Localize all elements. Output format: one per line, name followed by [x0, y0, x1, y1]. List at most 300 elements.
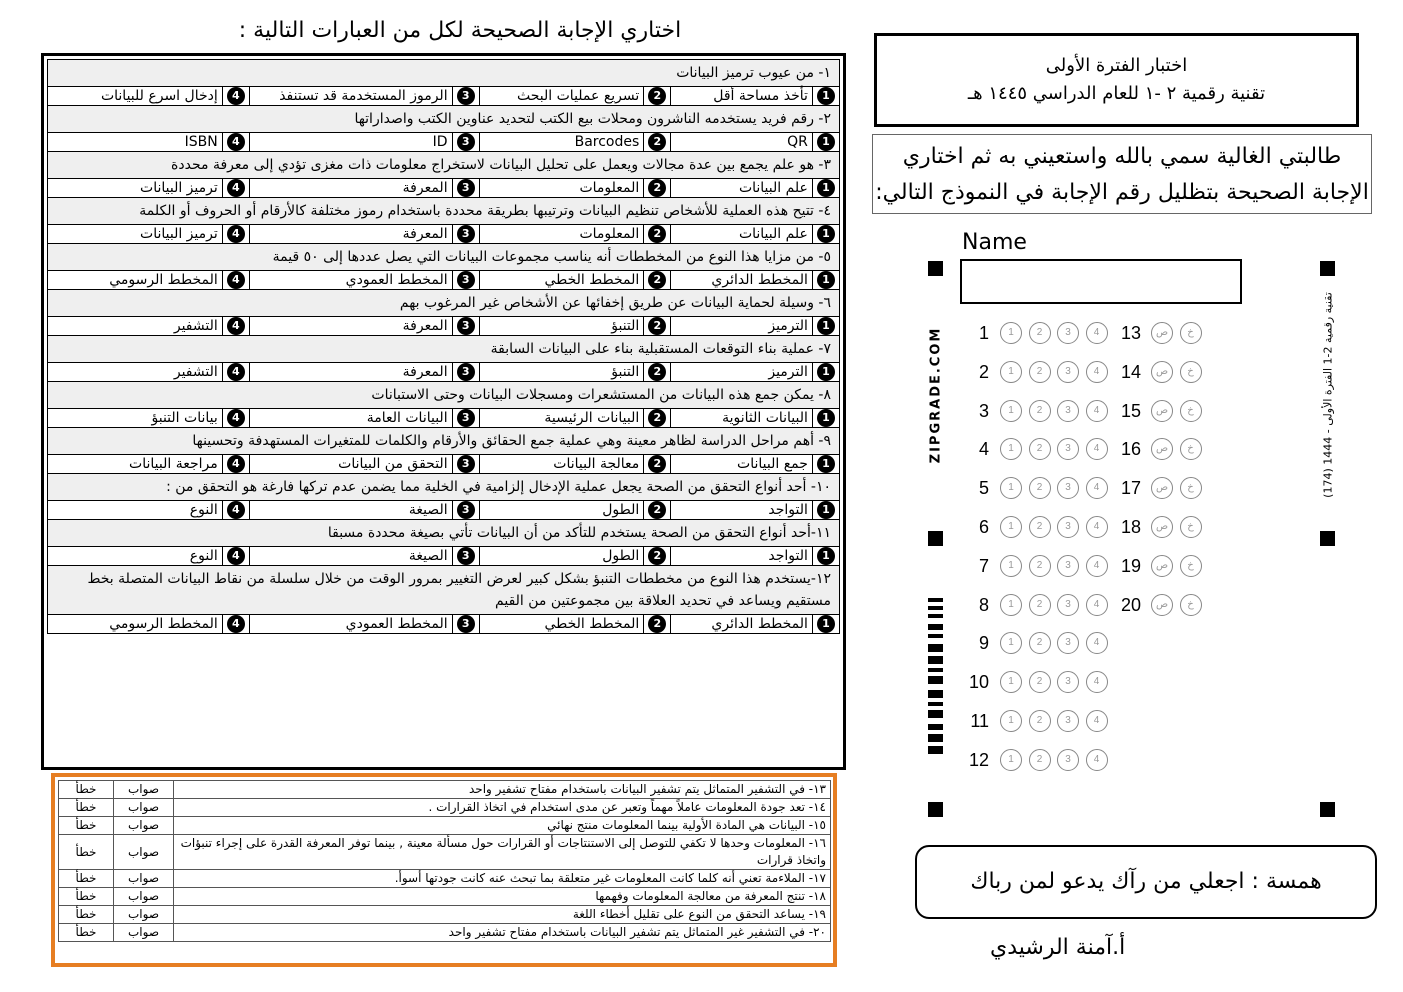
option-text[interactable]: الرموز المستخدمة قد تستنفذ: [249, 87, 452, 106]
option-text[interactable]: المخطط الدائري: [671, 615, 813, 634]
option-number: [812, 133, 839, 152]
answer-bubble[interactable]: 2: [1029, 361, 1051, 383]
option-number: [452, 179, 479, 198]
tf-answer-bubble[interactable]: خ: [1180, 594, 1202, 616]
answer-bubble[interactable]: 3: [1057, 322, 1079, 344]
option-text[interactable]: التشفير: [48, 317, 223, 336]
option-number-badge: 3: [457, 133, 475, 151]
option-text[interactable]: معالجة البيانات: [479, 455, 644, 474]
option-number-badge: 4: [227, 501, 245, 519]
true-false-row: [59, 924, 831, 942]
option-text[interactable]: النوع: [48, 547, 223, 566]
option-text[interactable]: المعلومات: [479, 179, 644, 198]
answer-bubble[interactable]: 3: [1057, 632, 1079, 654]
option-text[interactable]: ID: [249, 133, 452, 152]
option-number-badge: 3: [457, 87, 475, 105]
answer-bubble[interactable]: 3: [1057, 671, 1079, 693]
option-number: [452, 133, 479, 152]
question-row: [48, 152, 840, 179]
statement-text: ٢٠- في التشفير غير المتماثل يتم تشفير البيانات باستخدام مفتاح تشفير واحد: [174, 924, 831, 942]
answer-bubble[interactable]: 1: [1000, 477, 1022, 499]
answer-bubble[interactable]: 1: [1000, 361, 1022, 383]
true-option[interactable]: صواب: [114, 870, 174, 888]
option-number-badge: 3: [457, 409, 475, 427]
option-number-badge: 3: [457, 615, 475, 633]
option-text[interactable]: الطول: [479, 501, 644, 520]
true-option[interactable]: صواب: [114, 888, 174, 906]
option-number-badge: 4: [227, 271, 245, 289]
option-number: [452, 363, 479, 382]
answer-number: 5: [978, 478, 989, 499]
answer-bubble[interactable]: 2: [1029, 671, 1051, 693]
option-number: [222, 317, 249, 336]
zipgrade-brand: [928, 320, 944, 470]
tf-answer-bubble[interactable]: ص: [1151, 322, 1173, 344]
tf-answer-bubble[interactable]: ص: [1151, 594, 1173, 616]
option-text[interactable]: المخطط الخطي: [479, 271, 644, 290]
option-number: [644, 455, 671, 474]
question-row: [48, 106, 840, 133]
statement-text: ١٤- تعد جودة المعلومات عاملاً مهماً وتعبر عن مدى استخدام في اتخاذ القرارات .: [174, 799, 831, 817]
option-number: [812, 225, 839, 244]
option-number-badge: 4: [227, 317, 245, 335]
question-text: ١١-أحد أنواع التحقق من الصحة يستخدم للتأكد من أن البيانات تأتي بصيغة محددة مسبقا: [48, 520, 840, 547]
answer-bubble[interactable]: 2: [1029, 438, 1051, 460]
option-number-badge: 2: [648, 455, 666, 473]
option-number: [452, 409, 479, 428]
answer-bubble[interactable]: 3: [1057, 400, 1079, 422]
false-option[interactable]: خطأ: [59, 817, 114, 835]
option-text[interactable]: المعرفة: [249, 317, 452, 336]
option-number-badge: 1: [817, 133, 835, 151]
true-option[interactable]: صواب: [114, 781, 174, 799]
option-text[interactable]: المخطط الرسومي: [48, 271, 223, 290]
option-number-badge: 2: [648, 179, 666, 197]
question-row: [48, 198, 840, 225]
option-number-badge: 1: [817, 501, 835, 519]
answer-number: 20: [1120, 594, 1141, 615]
option-text[interactable]: الطول: [479, 547, 644, 566]
answer-bubble[interactable]: 4: [1086, 322, 1108, 344]
answer-bubble[interactable]: 4: [1086, 632, 1108, 654]
option-text[interactable]: جمع البيانات: [671, 455, 813, 474]
answer-number: 4: [978, 439, 989, 460]
answer-bubble[interactable]: 4: [1086, 516, 1108, 538]
true-false-table: [58, 780, 831, 942]
option-number: [222, 271, 249, 290]
option-text[interactable]: التواجد: [671, 501, 813, 520]
answer-bubble[interactable]: 4: [1086, 555, 1108, 577]
option-number-badge: 4: [227, 133, 245, 151]
option-text[interactable]: مراجعة البيانات: [48, 455, 223, 474]
option-number: [812, 547, 839, 566]
options-row: [48, 363, 840, 382]
answer-bubble[interactable]: 1: [1000, 710, 1022, 732]
answer-number: 13: [1120, 323, 1141, 343]
sheet-id-text: تقنية رقمية 2-1 الفترة الأولى - 1444 (174): [1321, 292, 1335, 498]
option-text[interactable]: Barcodes: [479, 133, 644, 152]
option-number: [644, 363, 671, 382]
answer-bubble[interactable]: 3: [1057, 477, 1079, 499]
option-number: [812, 501, 839, 520]
option-text[interactable]: إدخال اسرع للبيانات: [48, 87, 223, 106]
option-text[interactable]: الصيغة: [249, 501, 452, 520]
answer-bubble[interactable]: 4: [1086, 710, 1108, 732]
option-text[interactable]: تأخذ مساحة أقل: [671, 87, 813, 106]
option-text[interactable]: البيانات العامة: [249, 409, 452, 428]
question-text: ٢- رقم فريد يستخدمه الناشرون ومحلات بيع الكتب لتحديد عناوين الكتب واصداراتها: [48, 106, 840, 133]
tf-answer-bubble[interactable]: خ: [1180, 322, 1202, 344]
option-text[interactable]: المخطط الرسومي: [48, 615, 223, 634]
registration-mark: [928, 531, 943, 546]
option-text[interactable]: QR: [671, 133, 813, 152]
option-number-badge: 3: [457, 179, 475, 197]
registration-mark: [1320, 531, 1335, 546]
option-text[interactable]: تسريع عمليات البحث: [479, 87, 644, 106]
answer-bubble[interactable]: 1: [1000, 400, 1022, 422]
options-row: [48, 317, 840, 336]
option-number-badge: 3: [457, 363, 475, 381]
option-number-badge: 4: [227, 547, 245, 565]
option-text[interactable]: بيانات التنبؤ: [48, 409, 223, 428]
answer-bubble[interactable]: 3: [1057, 361, 1079, 383]
teacher-name: أ.آمنة الرشيدي: [990, 935, 1126, 960]
statement-text: ١٦- المعلومات وحدها لا تكفي للتوصل إلى الاستنتاجات أو القرارات حول مسألة معينة , بينما توفر المعرفة القدرة على إجراء تنبؤات واتخاذ قرارات: [174, 835, 831, 870]
true-false-row: [59, 888, 831, 906]
answer-bubble[interactable]: 3: [1057, 438, 1079, 460]
option-text[interactable]: الترميز: [671, 317, 813, 336]
option-number: [644, 225, 671, 244]
option-text[interactable]: النوع: [48, 501, 223, 520]
answer-bubble[interactable]: 3: [1057, 594, 1079, 616]
option-number-badge: 3: [457, 547, 475, 565]
tf-answer-bubble[interactable]: خ: [1180, 400, 1202, 422]
answer-bubble[interactable]: 2: [1029, 322, 1051, 344]
tf-answer-bubble[interactable]: ص: [1151, 400, 1173, 422]
option-number-badge: 2: [648, 271, 666, 289]
option-number: [222, 409, 249, 428]
options-row: [48, 615, 840, 634]
option-number: [452, 87, 479, 106]
option-number: [452, 317, 479, 336]
options-row: [48, 87, 840, 106]
option-text[interactable]: التشفير: [48, 363, 223, 382]
exam-header: [874, 33, 1359, 127]
tf-answer-bubble[interactable]: خ: [1180, 516, 1202, 538]
option-number: [644, 409, 671, 428]
option-number: [812, 179, 839, 198]
question-row: [48, 290, 840, 317]
option-text[interactable]: التنبؤ: [479, 317, 644, 336]
option-number: [644, 271, 671, 290]
option-number: [812, 615, 839, 634]
true-false-row: [59, 781, 831, 799]
option-number-badge: 4: [227, 455, 245, 473]
options-row: [48, 409, 840, 428]
answer-number: 19: [1120, 555, 1141, 576]
answer-bubble[interactable]: 1: [1000, 322, 1022, 344]
option-text[interactable]: المخطط العمودي: [249, 271, 452, 290]
option-number-badge: 1: [817, 271, 835, 289]
option-number: [222, 363, 249, 382]
option-number-badge: 2: [648, 225, 666, 243]
question-row: [48, 382, 840, 409]
tf-answer-bubble[interactable]: خ: [1180, 555, 1202, 577]
answer-number: 8: [978, 594, 989, 615]
answer-number: 14: [1120, 361, 1141, 382]
answer-number: 7: [978, 555, 989, 576]
option-number: [452, 501, 479, 520]
option-number: [812, 409, 839, 428]
answer-number: 15: [1120, 400, 1141, 421]
option-number: [222, 179, 249, 198]
option-number-badge: 3: [457, 225, 475, 243]
option-text[interactable]: التنبؤ: [479, 363, 644, 382]
tf-answer-bubble[interactable]: ص: [1151, 555, 1173, 577]
option-number: [812, 363, 839, 382]
answer-bubble[interactable]: 2: [1029, 632, 1051, 654]
option-number: [644, 179, 671, 198]
option-number: [644, 87, 671, 106]
statement-text: ١٣- في التشفير المتماثل يتم تشفير البيانات باستخدام مفتاح تشفير واحد: [174, 781, 831, 799]
answer-bubble[interactable]: 3: [1057, 516, 1079, 538]
option-number: [452, 615, 479, 634]
option-number-badge: 2: [648, 133, 666, 151]
answer-bubble[interactable]: 4: [1086, 594, 1108, 616]
tf-answer-bubble[interactable]: خ: [1180, 438, 1202, 460]
option-number: [812, 317, 839, 336]
answer-bubble[interactable]: 4: [1086, 438, 1108, 460]
tf-answer-bubble[interactable]: خ: [1180, 477, 1202, 499]
options-row: [48, 455, 840, 474]
true-false-row: [59, 906, 831, 924]
true-false-row: [59, 870, 831, 888]
option-text[interactable]: البيانات الثانوية: [671, 409, 813, 428]
option-text[interactable]: الترميز: [671, 363, 813, 382]
true-false-row: [59, 817, 831, 835]
answer-number: 12: [968, 749, 989, 770]
registration-mark: [928, 261, 943, 276]
option-number: [812, 87, 839, 106]
question-row: [48, 60, 840, 87]
option-number-badge: 2: [648, 501, 666, 519]
option-number-badge: 4: [227, 225, 245, 243]
whisper-note: همسة : اجعلي من رآك يدعو لمن رباك: [915, 845, 1377, 919]
tf-answer-bubble[interactable]: خ: [1180, 361, 1202, 383]
name-field[interactable]: [960, 259, 1242, 304]
statement-text: ١٩- يساعد التحقق من النوع على تقليل أخطاء اللغة: [174, 906, 831, 924]
answer-bubble[interactable]: 2: [1029, 477, 1051, 499]
question-row: [48, 474, 840, 501]
statement-text: ١٨- تنتج المعرفة من معالجة المعلومات وفهمها: [174, 888, 831, 906]
answer-number: 11: [970, 711, 989, 731]
option-number-badge: 2: [648, 615, 666, 633]
statement-text: ١٥- البيانات هي المادة الأولية بينما المعلومات منتج نهائي: [174, 817, 831, 835]
option-text[interactable]: ترميز البيانات: [48, 225, 223, 244]
answer-bubble[interactable]: 2: [1029, 710, 1051, 732]
option-text[interactable]: ترميز البيانات: [48, 179, 223, 198]
option-number: [452, 547, 479, 566]
greeting-instructions: طالبتي الغالية سمي بالله واستعيني به ثم اختاري الإجابة الصحيحة بتظليل رقم الإجابة في النموذج التالي:: [872, 134, 1372, 214]
option-number-badge: 4: [227, 409, 245, 427]
exam-subtitle: تقنية رقمية ٢ -١ للعام الدراسي ١٤٤٥ هـ: [967, 83, 1266, 104]
option-number: [812, 271, 839, 290]
option-number: [222, 501, 249, 520]
answer-bubble[interactable]: 4: [1086, 477, 1108, 499]
answer-bubble[interactable]: 4: [1086, 400, 1108, 422]
option-number: [644, 547, 671, 566]
answer-bubble[interactable]: 4: [1086, 749, 1108, 771]
question-row: [48, 336, 840, 363]
answer-number: 3: [978, 400, 989, 421]
question-text: ٧- عملية بناء التوقعات المستقبلية بناء على البيانات السابقة: [48, 336, 840, 363]
option-number-badge: 1: [817, 615, 835, 633]
option-number: [644, 317, 671, 336]
option-number-badge: 4: [227, 179, 245, 197]
option-number: [222, 133, 249, 152]
option-text[interactable]: المخطط الدائري: [671, 271, 813, 290]
answer-number: 16: [1120, 439, 1141, 460]
answer-bubble[interactable]: 3: [1057, 749, 1079, 771]
option-number-badge: 3: [457, 455, 475, 473]
registration-mark: [1320, 261, 1335, 276]
answer-number: 10: [968, 672, 989, 693]
option-number: [222, 87, 249, 106]
registration-mark: [928, 802, 943, 817]
false-option[interactable]: خطأ: [59, 799, 114, 817]
answer-number: 9: [978, 633, 989, 654]
option-number-badge: 1: [817, 409, 835, 427]
true-option[interactable]: صواب: [114, 835, 174, 870]
answer-bubble[interactable]: 2: [1029, 400, 1051, 422]
option-number-badge: 4: [227, 363, 245, 381]
question-text: ٨- يمكن جمع هذه البيانات من المستشعرات ومسجلات البيانات وحتى الاستبانات: [48, 382, 840, 409]
true-false-row: [59, 835, 831, 870]
options-row: [48, 271, 840, 290]
answer-number: 6: [978, 517, 989, 537]
answer-bubble[interactable]: 1: [1000, 555, 1022, 577]
true-option[interactable]: صواب: [114, 906, 174, 924]
option-number-badge: 1: [817, 363, 835, 381]
option-number-badge: 2: [648, 87, 666, 105]
option-number-badge: 1: [817, 455, 835, 473]
question-text: ٩- أهم مراحل الدراسة لظاهر معينة وهي عملية جمع الحقائق والأرقام والكلمات للمتغيرات المستهدفة وتحسينها: [48, 428, 840, 455]
true-option[interactable]: صواب: [114, 799, 174, 817]
option-number: [452, 225, 479, 244]
true-option[interactable]: صواب: [114, 817, 174, 835]
option-text[interactable]: علم البيانات: [671, 225, 813, 244]
sheet-id: [1320, 280, 1336, 510]
instructions-heading: اختاري الإجابة الصحيحة لكل من العبارات التالية :: [238, 18, 682, 43]
exam-title: اختبار الفترة الأولى: [1045, 55, 1188, 76]
option-text[interactable]: التواجد: [671, 547, 813, 566]
option-number: [452, 271, 479, 290]
answer-bubble[interactable]: 3: [1057, 555, 1079, 577]
answer-bubble[interactable]: 2: [1029, 749, 1051, 771]
question-row: [48, 520, 840, 547]
option-text[interactable]: المعرفة: [249, 179, 452, 198]
answer-bubble[interactable]: 4: [1086, 671, 1108, 693]
option-number-badge: 3: [457, 317, 475, 335]
option-text[interactable]: التحقق من البيانات: [249, 455, 452, 474]
answer-bubble[interactable]: 1: [1000, 671, 1022, 693]
option-number-badge: 3: [457, 501, 475, 519]
option-text[interactable]: علم البيانات: [671, 179, 813, 198]
answer-bubble[interactable]: 2: [1029, 516, 1051, 538]
answer-number: 1: [978, 323, 989, 343]
false-option[interactable]: خطأ: [59, 888, 114, 906]
question-text: ٦- وسيلة لحماية البيانات عن طريق إخفائها عن الأشخاص غير المرغوب بهم: [48, 290, 840, 317]
option-text[interactable]: المعرفة: [249, 225, 452, 244]
option-text[interactable]: ISBN: [48, 133, 223, 152]
question-row: [48, 428, 840, 455]
answer-bubble[interactable]: 1: [1000, 632, 1022, 654]
option-text[interactable]: المخطط الخطي: [479, 615, 644, 634]
option-number-badge: 1: [817, 225, 835, 243]
false-option[interactable]: خطأ: [59, 924, 114, 942]
false-option[interactable]: خطأ: [59, 781, 114, 799]
option-number-badge: 1: [817, 179, 835, 197]
options-row: [48, 501, 840, 520]
answer-number: 18: [1120, 517, 1141, 537]
option-number-badge: 2: [648, 409, 666, 427]
answer-bubble[interactable]: 4: [1086, 361, 1108, 383]
option-number: [222, 455, 249, 474]
sheet-barcode: [928, 598, 943, 756]
answer-bubble[interactable]: 1: [1000, 516, 1022, 538]
tf-answer-bubble[interactable]: ص: [1151, 516, 1173, 538]
answer-bubble[interactable]: 2: [1029, 594, 1051, 616]
option-number-badge: 1: [817, 317, 835, 335]
question-text: ٥- من مزايا هذا النوع من المخططات أنه يناسب مجموعات البيانات التي يصل عددها إلى ٥٠ قيمة: [48, 244, 840, 271]
options-row: [48, 133, 840, 152]
option-number: [644, 615, 671, 634]
option-text[interactable]: المعرفة: [249, 363, 452, 382]
question-row: [48, 566, 840, 615]
options-row: [48, 547, 840, 566]
question-text: ١- من عيوب ترميز البيانات: [48, 60, 840, 87]
options-row: [48, 179, 840, 198]
option-text[interactable]: البيانات الرئيسية: [479, 409, 644, 428]
answer-bubble[interactable]: 1: [1000, 594, 1022, 616]
option-number-badge: 1: [817, 87, 835, 105]
answer-bubble[interactable]: 1: [1000, 438, 1022, 460]
true-option[interactable]: صواب: [114, 924, 174, 942]
option-number-badge: 2: [648, 317, 666, 335]
question-text: ١٢-يستخدم هذا النوع من مخططات التنبؤ بشكل كبير لعرض التغيير بمرور الوقت من خلال سلسلة من نقاط البيانات المتصلة بخط مستقيم ويساعد في تحديد العلاقة بين مجموعتين من القيم: [48, 566, 840, 615]
option-number-badge: 2: [648, 363, 666, 381]
false-option[interactable]: خطأ: [59, 870, 114, 888]
answer-bubble[interactable]: 1: [1000, 749, 1022, 771]
false-option[interactable]: خطأ: [59, 906, 114, 924]
option-number: [222, 547, 249, 566]
tf-answer-bubble[interactable]: ص: [1151, 438, 1173, 460]
option-text[interactable]: المخطط العمودي: [249, 615, 452, 634]
options-row: [48, 225, 840, 244]
option-number: [452, 455, 479, 474]
option-number: [222, 615, 249, 634]
option-text[interactable]: الصيغة: [249, 547, 452, 566]
questions-table: [47, 59, 840, 634]
tf-answer-bubble[interactable]: ص: [1151, 361, 1173, 383]
answer-bubble[interactable]: 3: [1057, 710, 1079, 732]
true-false-frame: [51, 773, 837, 967]
answer-bubble[interactable]: 2: [1029, 555, 1051, 577]
option-number: [812, 455, 839, 474]
tf-answer-bubble[interactable]: ص: [1151, 477, 1173, 499]
false-option[interactable]: خطأ: [59, 835, 114, 870]
option-text[interactable]: المعلومات: [479, 225, 644, 244]
